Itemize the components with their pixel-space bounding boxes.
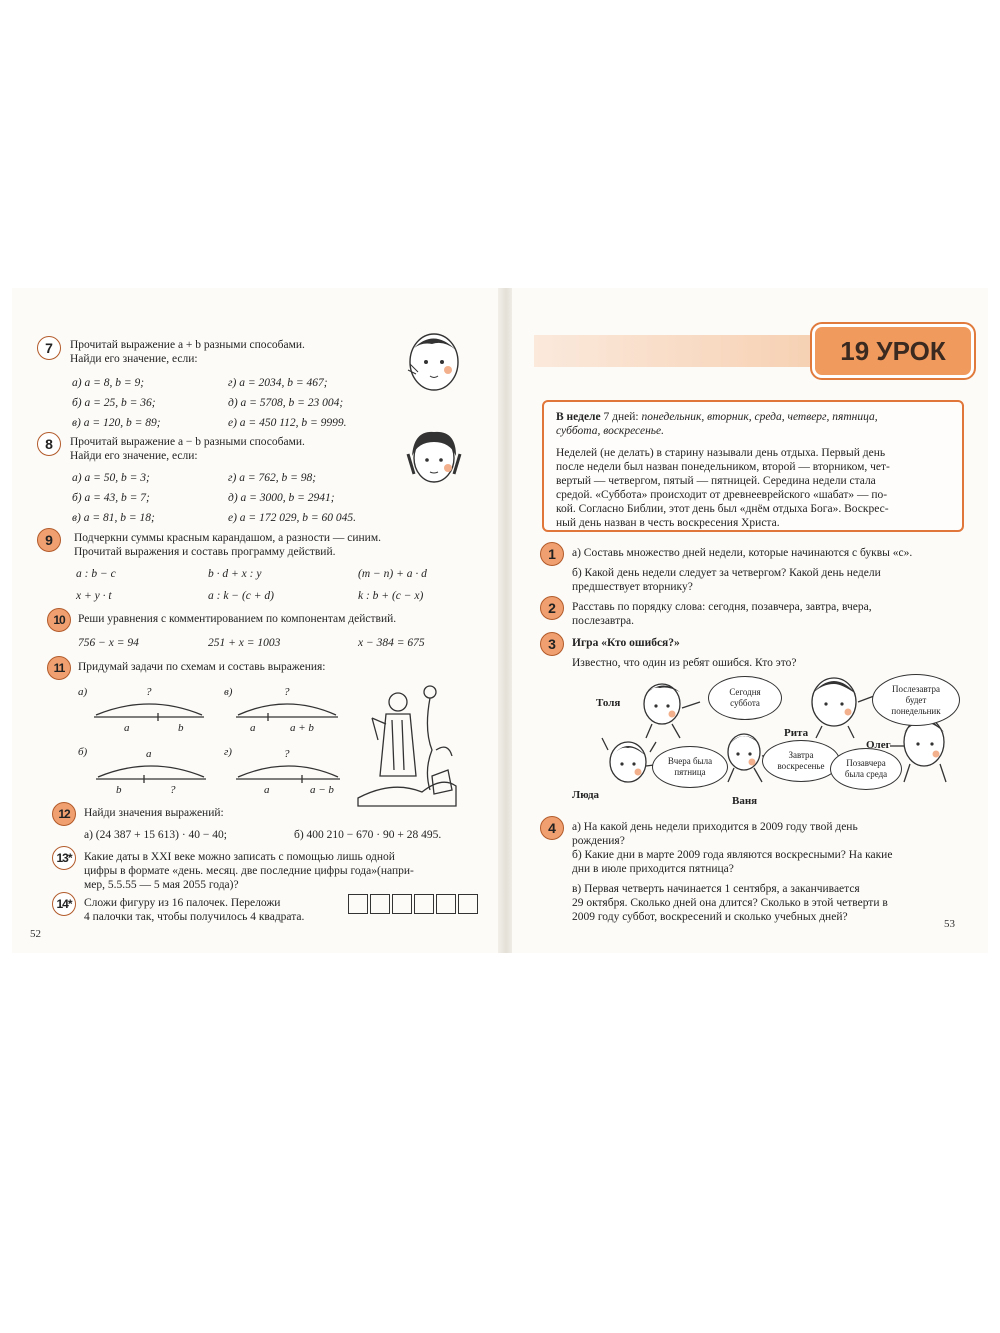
task-2-line-2: послезавтра. bbox=[572, 615, 634, 627]
task-14-line-2: 4 палочки так, чтобы получилось 4 квадрата. bbox=[84, 911, 305, 923]
info-term: В неделе bbox=[556, 411, 601, 423]
info-paragraph-line: кой. Согласно Библии, этот день был «днём отдыха Бога». Воскрес- bbox=[556, 503, 889, 515]
task-number-3: 3 bbox=[540, 632, 564, 656]
stick-square bbox=[348, 894, 368, 914]
task-7-item: б) a = 25, b = 36; bbox=[72, 397, 156, 409]
stick-square bbox=[436, 894, 456, 914]
speech-bubble-oleg: Позавчера была среда bbox=[830, 748, 902, 790]
task-7-item: д) a = 5708, b = 23 004; bbox=[228, 397, 344, 409]
task-9-line-1: Подчеркни суммы красным карандашом, а разности — синим. bbox=[74, 532, 381, 544]
stick-square bbox=[370, 894, 390, 914]
task-number-1: 1 bbox=[540, 542, 564, 566]
info-first-line bbox=[556, 410, 878, 424]
task-12-item: а) (24 387 + 15 613) · 40 − 40; bbox=[84, 829, 227, 841]
scheme-label: b bbox=[116, 784, 122, 796]
task-number-4: 4 bbox=[540, 816, 564, 840]
task-4-line: а) На какой день недели приходится в 2009 году твой день bbox=[572, 821, 858, 833]
task-9-expression: x + y · t bbox=[76, 590, 112, 602]
scheme-label: ? bbox=[146, 686, 152, 698]
task-7-line-2: Найди его значение, если: bbox=[70, 353, 198, 365]
kid-name-rita: Рита bbox=[784, 727, 809, 739]
task-number-11: 11 bbox=[47, 656, 71, 680]
page-number-left: 52 bbox=[30, 928, 41, 940]
scheme-label: a bbox=[250, 722, 256, 734]
speech-bubble-lyuda: Вчера была пятница bbox=[652, 746, 728, 788]
info-paragraph-line: Неделей (не делать) в старину называли день отдыха. Первый день bbox=[556, 447, 886, 459]
scheme-label: a − b bbox=[310, 784, 334, 796]
kid-name-vanya: Ваня bbox=[732, 795, 758, 807]
stick-square bbox=[414, 894, 434, 914]
task-number-8: 8 bbox=[37, 432, 61, 456]
info-paragraph-line: ный день назван в честь воскресения Христа. bbox=[556, 517, 780, 529]
speech-bubble-rita: Послезавтра будет понедельник bbox=[872, 674, 960, 726]
info-paragraph-line: после недели был назван понедельником, второй — вторником, чет- bbox=[556, 461, 890, 473]
speech-bubble-vanya: Завтра воскресенье bbox=[762, 740, 840, 782]
info-count: 7 дней: bbox=[600, 411, 642, 423]
info-paragraph-line: вертый — четвергом, пятый — пятницей. Середина недели стала bbox=[556, 475, 876, 487]
task-12-line-1: Найди значения выражений: bbox=[84, 807, 224, 819]
task-number-14: 14* bbox=[52, 892, 76, 916]
task-9-expression: (m − n) + a · d bbox=[358, 568, 427, 580]
task-9-expression: a : k − (c + d) bbox=[208, 590, 274, 602]
task-10-equation: 756 − x = 94 bbox=[78, 637, 139, 649]
task-3-line-2: Известно, что один из ребят ошибся. Кто это? bbox=[572, 657, 797, 669]
task-9-line-2: Прочитай выражения и составь программу действий. bbox=[74, 546, 336, 558]
task-1-line-1: а) Составь множество дней недели, которые начинаются с буквы «с». bbox=[572, 547, 913, 559]
left-page bbox=[12, 288, 500, 953]
girl-with-bangs-illustration bbox=[404, 428, 464, 488]
task-4-line: б) Какие дни в марте 2009 года являются воскресными? На какие bbox=[572, 849, 893, 861]
task-10-line-1: Реши уравнения с комментированием по компонентам действий. bbox=[78, 613, 397, 625]
scheme-label: г) bbox=[224, 746, 232, 758]
scheme-label: а) bbox=[78, 686, 88, 698]
task-number-2: 2 bbox=[540, 596, 564, 620]
kid-name-tolya: Толя bbox=[596, 697, 621, 709]
task-4-line: дни в июле приходится пятница? bbox=[572, 863, 734, 875]
task-8-item: г) a = 762, b = 98; bbox=[228, 472, 317, 484]
task-11-schemes bbox=[72, 683, 362, 803]
task-8-item: д) a = 3000, b = 2941; bbox=[228, 492, 335, 504]
lesson-header-band bbox=[534, 335, 834, 367]
task-2-line-1: Расставь по порядку слова: сегодня, позавчера, завтра, вчера, bbox=[572, 601, 872, 613]
task-10-equation: 251 + x = 1003 bbox=[208, 637, 281, 649]
task-9-expression: k : b + (c − x) bbox=[358, 590, 424, 602]
right-page bbox=[512, 288, 988, 953]
kid-name-lyuda: Люда bbox=[572, 789, 600, 801]
info-days-2: суббота, воскресенье. bbox=[556, 425, 664, 437]
textbook-spread bbox=[12, 288, 988, 953]
scheme-label: a bbox=[124, 722, 130, 734]
task-4-line: рождения? bbox=[572, 835, 625, 847]
scheme-label: б) bbox=[78, 746, 88, 758]
task-number-13: 13* bbox=[52, 846, 76, 870]
task-7-line-1: Прочитай выражение a + b разными способами. bbox=[70, 339, 305, 351]
task-11-line-1: Придумай задачи по схемам и составь выражения: bbox=[78, 661, 326, 673]
task-8-line-1: Прочитай выражение a − b разными способами. bbox=[70, 436, 305, 448]
task-number-10: 10 bbox=[47, 608, 71, 632]
scheme-label: ? bbox=[284, 748, 290, 760]
kid-name-oleg: Олег bbox=[866, 739, 891, 751]
week-info-box bbox=[542, 400, 964, 532]
lesson-title: 19 УРОК bbox=[812, 324, 974, 378]
task-8-line-2: Найди его значение, если: bbox=[70, 450, 198, 462]
task-number-7: 7 bbox=[37, 336, 61, 360]
scheme-label: b bbox=[178, 722, 184, 734]
task-14-line-1: Сложи фигуру из 16 палочек. Переложи bbox=[84, 897, 281, 909]
statue-illustration bbox=[352, 680, 462, 810]
task-13-line-3: мер, 5.5.55 — 5 мая 2055 года)? bbox=[84, 879, 239, 891]
task-9-expression: b · d + x : y bbox=[208, 568, 262, 580]
task-7-item: е) a = 450 112, b = 9999. bbox=[228, 417, 347, 429]
task-13-line-2: цифры в формате «день. месяц. две последние цифры года»(напри- bbox=[84, 865, 414, 877]
scheme-label: a + b bbox=[290, 722, 314, 734]
task-13-line-1: Какие даты в XXI веке можно записать с помощью лишь одной bbox=[84, 851, 395, 863]
task-9-expression: a : b − c bbox=[76, 568, 116, 580]
scheme-label: ? bbox=[284, 686, 290, 698]
scheme-label: a bbox=[264, 784, 270, 796]
page-number-right: 53 bbox=[944, 918, 955, 930]
task-1-line-2: б) Какой день недели следует за четвергом? Какой день недели bbox=[572, 567, 881, 579]
task-number-9: 9 bbox=[37, 528, 61, 552]
task-8-item: б) a = 43, b = 7; bbox=[72, 492, 150, 504]
task-8-item: е) a = 172 029, b = 60 045. bbox=[228, 512, 356, 524]
scheme-label: в) bbox=[224, 686, 233, 698]
task-4-line: 2009 году суббот, воскресений и сколько учебных дней? bbox=[572, 911, 848, 923]
info-paragraph-line: средой. «Суббота» происходит от древнееврейского «шабат» — по- bbox=[556, 489, 888, 501]
task-8-item: в) a = 81, b = 18; bbox=[72, 512, 155, 524]
task-3-title: Игра «Кто ошибся?» bbox=[572, 637, 680, 649]
scheme-label: ? bbox=[170, 784, 176, 796]
scheme-label: a bbox=[146, 748, 152, 760]
task-7-item: а) a = 8, b = 9; bbox=[72, 377, 145, 389]
task-1-line-3: предшествует вторнику? bbox=[572, 581, 693, 593]
task-10-equation: x − 384 = 675 bbox=[358, 637, 425, 649]
task-7-item: в) a = 120, b = 89; bbox=[72, 417, 161, 429]
task-number-12: 12 bbox=[52, 802, 76, 826]
speech-bubble-tolya: Сегодня суббота bbox=[708, 676, 782, 720]
stick-square bbox=[392, 894, 412, 914]
task-12-item: б) 400 210 − 670 · 90 + 28 495. bbox=[294, 829, 442, 841]
task-8-item: а) a = 50, b = 3; bbox=[72, 472, 150, 484]
info-days-1: понедельник, вторник, среда, четверг, пятница, bbox=[641, 411, 878, 423]
girl-face-illustration bbox=[404, 328, 464, 398]
task-4-line: в) Первая четверть начинается 1 сентября, а заканчивается bbox=[572, 883, 860, 895]
stick-square bbox=[458, 894, 478, 914]
task-4-line: 29 октября. Сколько дней она длится? Сколько в этой четверти в bbox=[572, 897, 888, 909]
task-7-item: г) a = 2034, b = 467; bbox=[228, 377, 328, 389]
